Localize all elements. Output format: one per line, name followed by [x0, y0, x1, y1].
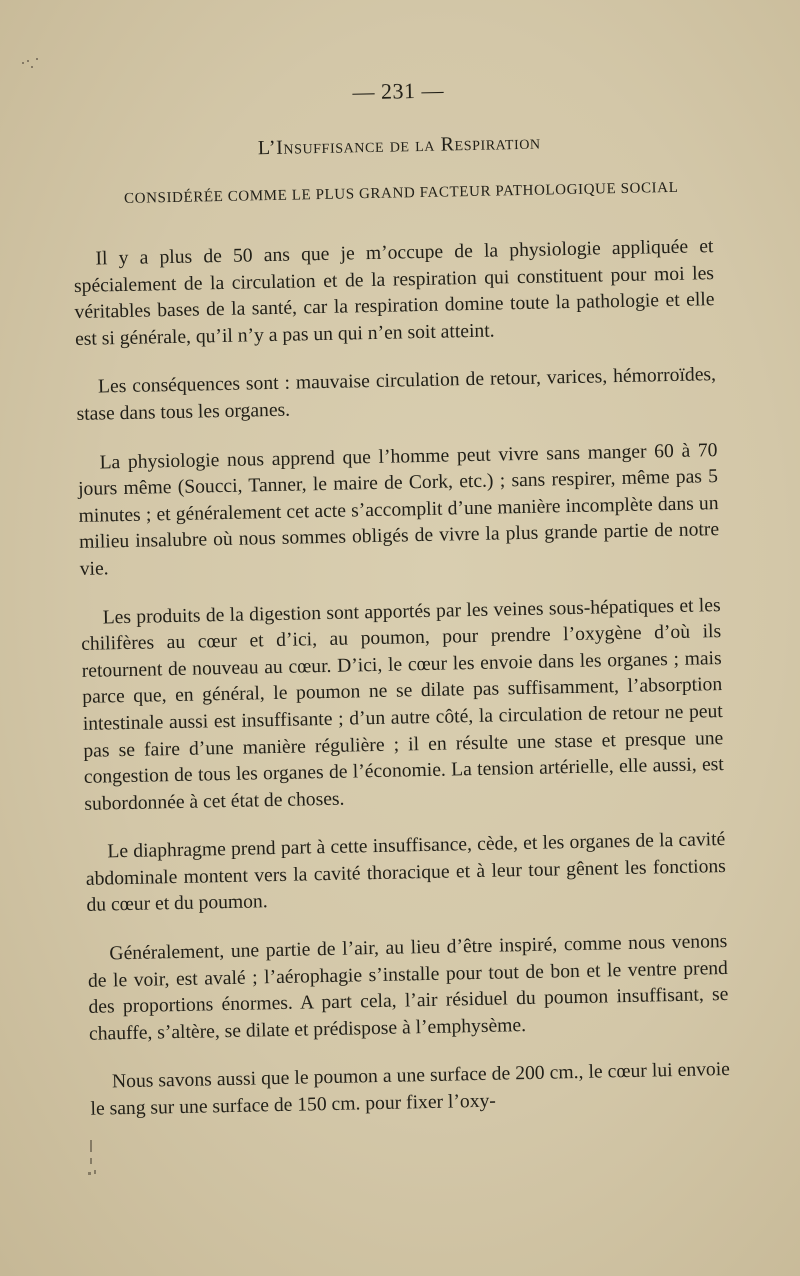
ink-specks [22, 58, 42, 72]
paragraph: Les produits de la digestion sont apportés par les veines sous-hépatiques et les chilifères au cœur et d’ici, au poumon, pour prendre l’oxygène d’où ils retournent de nouveau au cœur. D’ici, le cœur les envoie dans les organes ; mais parce que, en général, le poumon ne se dilate pas suffisamment, l’absorption intestinale aussi est insuffisante ; d’un autre côté, la circulation de retour ne peut pas se faire d’une manière régulière ; il en résulte une stase et presque une congestion de tous les organes de l’économie. La tension artérielle, elle aussi, est subordonnée à cet état de choses. [81, 594, 724, 815]
paragraph: Généralement, une partie de l’air, au lieu d’être inspiré, comme nous venons de le voir, est avalé ; l’aérophagie s’installe pour tout de bon et le ventre prend des proportions énormes. A part cela, l’air résiduel du poumon insuffisant, se chauffe, s’altère, se dilate et prédispose à l’emphysème. [87, 931, 729, 1045]
paragraph: Le diaphragme prend part à cette insuffisance, cède, et les organes de la cavité abdominale montent vers la cavité thoracique et à leur tour gênent les fonctions du cœur et du poumon. [85, 829, 727, 917]
text-block [70, 72, 731, 1145]
chapter-subtitle: CONSIDÉRÉE COMME LE PLUS GRAND FACTEUR PATHOLOGIQUE SOCIAL [123, 179, 679, 207]
paragraph: Les conséquences sont : mauvaise circulation de retour, varices, hémorroïdes, stase dans tous les organes. [76, 364, 717, 425]
paragraph: La physiologie nous apprend que l’homme peut vivre sans manger 60 à 70 jours même (Soucci, Tanner, le maire de Cork, etc.) ; sans respirer, même pas 5 minutes ; et généralement cet acte s’accomplit d’une manière incomplète dans un milieu insalubre où nous sommes obligés de vivre la plus grande partie de notre vie. [77, 439, 720, 580]
paragraph: Il y a plus de 50 ans que je m’occupe de la physiologie appliquée et spécialement de la circulation et de la respiration qui constituent pour moi les véritables bases de la santé, car la respiration domine toute la pathologie et elle est si générale, qu’il n’y a pas un qui n’en soit atteint. [73, 236, 715, 350]
page-number: — 231 — [352, 77, 445, 105]
paragraph: Nous savons aussi que le poumon a une surface de 200 cm., le cœur lui envoie le sang sur une surface de 150 cm. pour fixer l’oxy- [90, 1059, 731, 1120]
margin-marks [88, 1140, 100, 1180]
chapter-title: L’Insuffisance de la Respiration [257, 131, 541, 160]
